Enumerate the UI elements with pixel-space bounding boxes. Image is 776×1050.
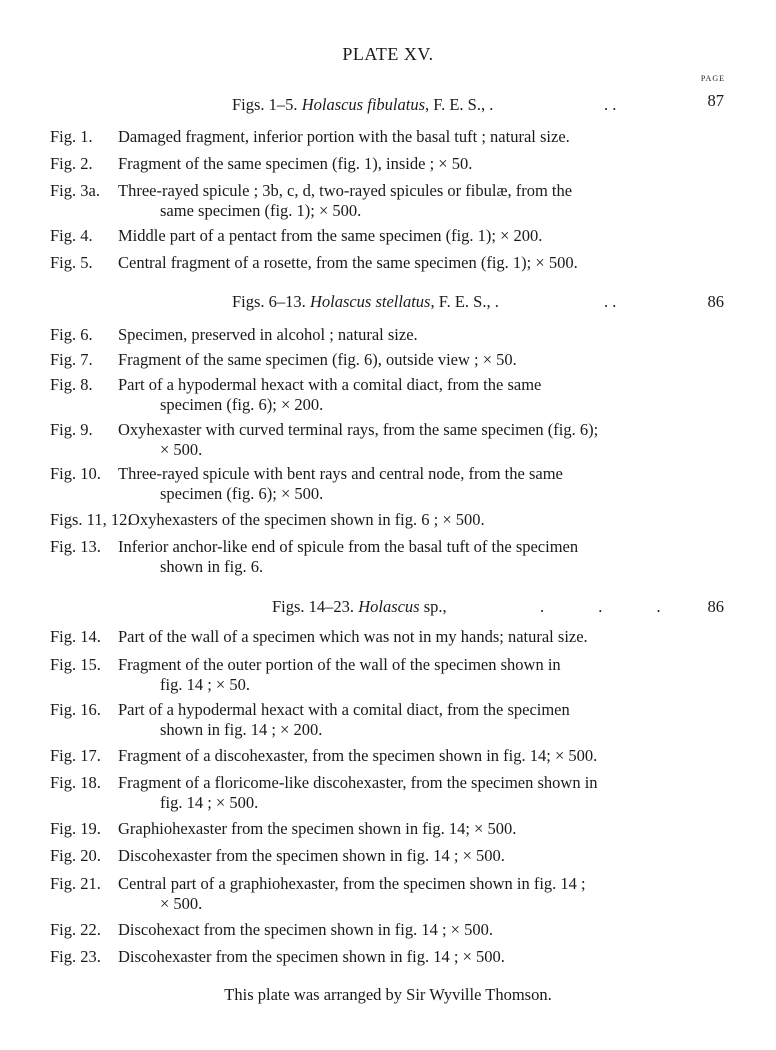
figure-label: Fig. 6. bbox=[50, 325, 93, 344]
leader-dots: . . bbox=[604, 95, 617, 114]
section-page-number: 87 bbox=[707, 91, 724, 110]
caption-line: Inferior anchor-like end of spicule from the basal tuft of the specimen bbox=[118, 537, 579, 556]
figure-caption bbox=[118, 464, 670, 504]
caption-line: Central part of a graphiohexaster, from the specimen shown in fig. 14 ; bbox=[118, 874, 586, 893]
figure-label: Fig. 8. bbox=[50, 375, 93, 394]
caption-continuation: shown in fig. 6. bbox=[160, 557, 264, 576]
leader-dots: . . . bbox=[540, 597, 661, 616]
figure-label: Fig. 3a. bbox=[50, 181, 100, 200]
figure-label: Fig. 22. bbox=[50, 920, 101, 939]
caption-line: Part of a hypodermal hexact with a comital diact, from the same bbox=[118, 375, 542, 394]
page-column-label: PAGE bbox=[700, 74, 725, 83]
caption-continuation: fig. 14 ; × 500. bbox=[160, 793, 259, 812]
figure-label: Fig. 4. bbox=[50, 226, 93, 245]
section-page-number: 86 bbox=[707, 597, 724, 616]
plate-footer-note: This plate was arranged by Sir Wyville Thomson. bbox=[224, 985, 552, 1004]
figure-caption: Fragment of the same specimen (fig. 1), inside ; × 50. bbox=[118, 154, 473, 173]
caption-continuation: × 500. bbox=[160, 894, 203, 913]
caption-line: Fragment of a floricome-like discohexaster, from the specimen shown in bbox=[118, 773, 598, 792]
figure-caption: Part of the wall of a specimen which was not in my hands; natural size. bbox=[118, 627, 588, 646]
figure-caption: Damaged fragment, inferior portion with the basal tuft ; natural size. bbox=[118, 127, 570, 146]
figure-label: Fig. 7. bbox=[50, 350, 93, 369]
section-holascus-stellatus bbox=[0, 292, 776, 314]
figure-caption bbox=[118, 375, 670, 415]
figure-label: Fig. 23. bbox=[50, 947, 101, 966]
caption-continuation: shown in fig. 14 ; × 200. bbox=[160, 720, 323, 739]
caption-line: Three-rayed spicule ; 3b, c, d, two-rayed spicules or fibulæ, from the bbox=[118, 181, 573, 200]
figure-label: Figs. 11, 12. bbox=[50, 510, 132, 529]
figure-label: Fig. 15. bbox=[50, 655, 101, 674]
caption-line: Part of a hypodermal hexact with a comital diact, from the specimen bbox=[118, 700, 570, 719]
figure-caption bbox=[118, 537, 670, 577]
figure-label: Fig. 14. bbox=[50, 627, 101, 646]
figure-caption: Discohexaster from the specimen shown in fig. 14 ; × 500. bbox=[118, 947, 505, 966]
section-holascus-fibulatus bbox=[0, 91, 776, 117]
figure-label: Fig. 9. bbox=[50, 420, 93, 439]
caption-continuation: fig. 14 ; × 50. bbox=[160, 675, 250, 694]
figure-caption: Graphiohexaster from the specimen shown in fig. 14; × 500. bbox=[118, 819, 517, 838]
figure-caption bbox=[118, 773, 670, 813]
figure-label: Fig. 13. bbox=[50, 537, 101, 556]
figure-caption bbox=[118, 181, 670, 221]
figure-caption: Middle part of a pentact from the same specimen (fig. 1); × 200. bbox=[118, 226, 543, 245]
caption-continuation: specimen (fig. 6); × 500. bbox=[160, 484, 324, 503]
figure-caption bbox=[118, 655, 670, 695]
figure-label: Fig. 1. bbox=[50, 127, 93, 146]
caption-line: Three-rayed spicule with bent rays and central node, from the same bbox=[118, 464, 563, 483]
figure-label: Fig. 18. bbox=[50, 773, 101, 792]
figure-label: Fig. 5. bbox=[50, 253, 93, 272]
figure-caption bbox=[118, 874, 670, 914]
plate-title: PLATE XV. bbox=[342, 44, 434, 64]
section-heading: Figs. 14–23. Holascus sp., bbox=[272, 597, 447, 616]
figure-label: Fig. 2. bbox=[50, 154, 93, 173]
caption-continuation: specimen (fig. 6); × 200. bbox=[160, 395, 324, 414]
figure-label: Fig. 20. bbox=[50, 846, 101, 865]
figure-label: Fig. 10. bbox=[50, 464, 101, 483]
figure-caption: Fragment of a discohexaster, from the specimen shown in fig. 14; × 500. bbox=[118, 746, 598, 765]
figure-label: Fig. 16. bbox=[50, 700, 101, 719]
figure-label: Fig. 21. bbox=[50, 874, 101, 893]
figure-caption: Central fragment of a rosette, from the same specimen (fig. 1); × 500. bbox=[118, 253, 578, 272]
figure-caption: Fragment of the same specimen (fig. 6), outside view ; × 50. bbox=[118, 350, 517, 369]
figure-caption: Specimen, preserved in alcohol ; natural size. bbox=[118, 325, 418, 344]
figure-caption: Discohexaster from the specimen shown in fig. 14 ; × 500. bbox=[118, 846, 505, 865]
section-holascus-sp bbox=[0, 597, 776, 619]
figure-caption bbox=[118, 420, 670, 460]
figure-caption bbox=[118, 700, 670, 740]
caption-continuation: × 500. bbox=[160, 440, 203, 459]
caption-line: Fragment of the outer portion of the wall of the specimen shown in bbox=[118, 655, 561, 674]
figure-caption: Discohexact from the specimen shown in fig. 14 ; × 500. bbox=[118, 920, 493, 939]
figure-caption: Oxyhexasters of the specimen shown in fig. 6 ; × 500. bbox=[128, 510, 485, 529]
section-heading: Figs. 1–5. Holascus fibulatus, F. E. S., . bbox=[232, 95, 494, 114]
caption-line: Oxyhexaster with curved terminal rays, from the same specimen (fig. 6); bbox=[118, 420, 599, 439]
figure-label: Fig. 17. bbox=[50, 746, 101, 765]
section-heading: Figs. 6–13. Holascus stellatus, F. E. S., . bbox=[232, 292, 499, 311]
section-page-number: 86 bbox=[707, 292, 724, 311]
leader-dots: . . bbox=[604, 292, 617, 311]
caption-continuation: same specimen (fig. 1); × 500. bbox=[160, 201, 362, 220]
figure-label: Fig. 19. bbox=[50, 819, 101, 838]
